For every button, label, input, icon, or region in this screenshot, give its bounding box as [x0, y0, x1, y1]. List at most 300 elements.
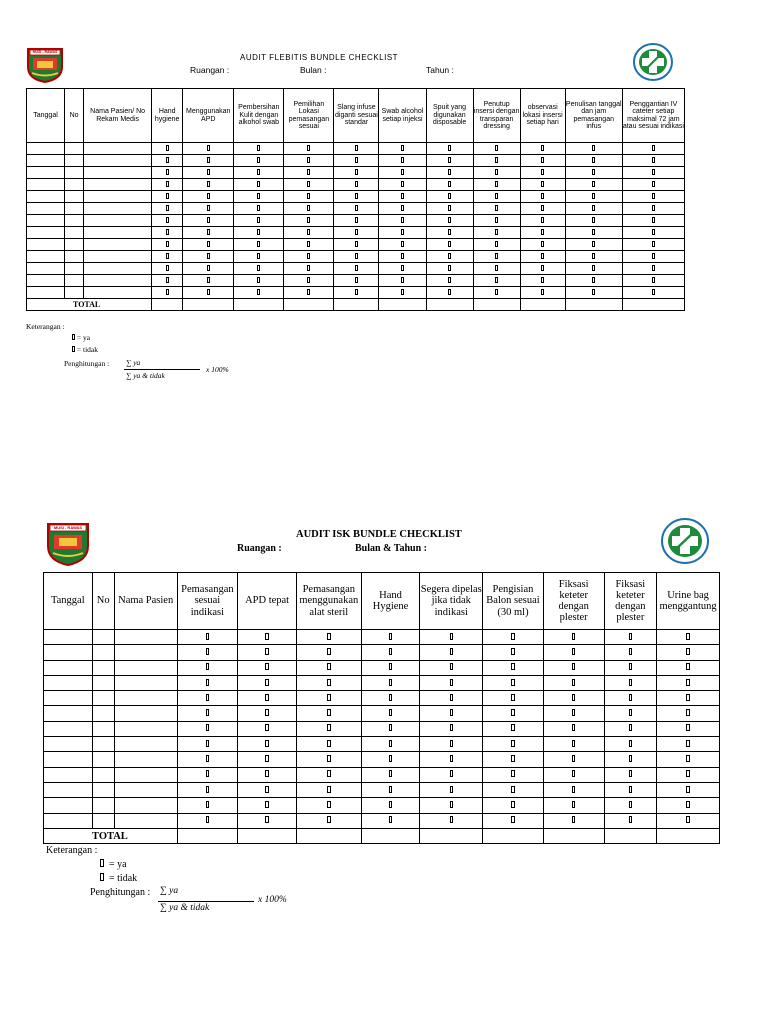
- isk-table-cell[interactable]: [44, 691, 93, 706]
- flebitis-table-cell[interactable]: [84, 179, 152, 191]
- isk-table-cell[interactable]: [361, 691, 420, 706]
- flebitis-table-cell[interactable]: [284, 203, 334, 215]
- flebitis-table-cell[interactable]: [234, 239, 284, 251]
- flebitis-table-cell[interactable]: [183, 155, 234, 167]
- flebitis-table-cell[interactable]: [426, 227, 473, 239]
- isk-table-cell[interactable]: [543, 813, 604, 828]
- isk-table-cell[interactable]: [483, 767, 544, 782]
- isk-table-cell[interactable]: [238, 737, 297, 752]
- isk-table-cell[interactable]: [483, 798, 544, 813]
- flebitis-table-cell[interactable]: [520, 155, 565, 167]
- flebitis-table-cell[interactable]: [27, 227, 65, 239]
- flebitis-table-cell[interactable]: [234, 191, 284, 203]
- flebitis-table-cell[interactable]: [565, 275, 622, 287]
- flebitis-table-cell[interactable]: [379, 227, 426, 239]
- flebitis-total-cell[interactable]: [520, 299, 565, 311]
- flebitis-table-cell[interactable]: [334, 263, 379, 275]
- flebitis-table-cell[interactable]: [565, 191, 622, 203]
- flebitis-table-cell[interactable]: [520, 227, 565, 239]
- isk-table-cell[interactable]: [420, 813, 483, 828]
- isk-table-cell[interactable]: [361, 737, 420, 752]
- flebitis-table-cell[interactable]: [379, 263, 426, 275]
- flebitis-table-cell[interactable]: [65, 239, 84, 251]
- isk-table-cell[interactable]: [657, 691, 720, 706]
- flebitis-table-cell[interactable]: [622, 167, 684, 179]
- isk-table-cell[interactable]: [177, 706, 238, 721]
- flebitis-table-cell[interactable]: [65, 227, 84, 239]
- isk-table-cell[interactable]: [92, 706, 114, 721]
- isk-table-cell[interactable]: [296, 752, 361, 767]
- isk-table-cell[interactable]: [114, 813, 177, 828]
- flebitis-table-cell[interactable]: [565, 251, 622, 263]
- flebitis-table-cell[interactable]: [473, 155, 520, 167]
- isk-table-cell[interactable]: [543, 691, 604, 706]
- flebitis-table-cell[interactable]: [426, 263, 473, 275]
- isk-table-cell[interactable]: [604, 752, 657, 767]
- flebitis-table-cell[interactable]: [152, 167, 183, 179]
- flebitis-table-cell[interactable]: [234, 167, 284, 179]
- flebitis-table-cell[interactable]: [565, 263, 622, 275]
- isk-table-cell[interactable]: [296, 782, 361, 797]
- isk-table-cell[interactable]: [238, 721, 297, 736]
- isk-total-cell[interactable]: [238, 828, 297, 843]
- flebitis-table-cell[interactable]: [152, 143, 183, 155]
- flebitis-table-cell[interactable]: [84, 155, 152, 167]
- flebitis-table-cell[interactable]: [65, 287, 84, 299]
- flebitis-table-cell[interactable]: [622, 203, 684, 215]
- isk-table-cell[interactable]: [657, 630, 720, 645]
- isk-table-cell[interactable]: [238, 675, 297, 690]
- flebitis-table-cell[interactable]: [426, 179, 473, 191]
- isk-table-cell[interactable]: [483, 630, 544, 645]
- isk-table-cell[interactable]: [177, 721, 238, 736]
- isk-table-cell[interactable]: [44, 737, 93, 752]
- isk-table-cell[interactable]: [657, 721, 720, 736]
- flebitis-table-cell[interactable]: [520, 203, 565, 215]
- flebitis-table-cell[interactable]: [565, 215, 622, 227]
- isk-table-cell[interactable]: [483, 752, 544, 767]
- flebitis-table-cell[interactable]: [234, 275, 284, 287]
- flebitis-table-cell[interactable]: [284, 227, 334, 239]
- isk-table-cell[interactable]: [296, 691, 361, 706]
- isk-table-cell[interactable]: [483, 691, 544, 706]
- isk-total-cell[interactable]: [604, 828, 657, 843]
- flebitis-table-cell[interactable]: [379, 179, 426, 191]
- isk-table-cell[interactable]: [420, 660, 483, 675]
- isk-table-cell[interactable]: [114, 660, 177, 675]
- flebitis-table-cell[interactable]: [183, 215, 234, 227]
- flebitis-table-cell[interactable]: [284, 179, 334, 191]
- flebitis-table-cell[interactable]: [379, 215, 426, 227]
- flebitis-table-cell[interactable]: [183, 191, 234, 203]
- flebitis-table-cell[interactable]: [183, 203, 234, 215]
- flebitis-table-cell[interactable]: [84, 287, 152, 299]
- flebitis-table-cell[interactable]: [379, 239, 426, 251]
- isk-table-cell[interactable]: [604, 813, 657, 828]
- isk-table-cell[interactable]: [92, 645, 114, 660]
- flebitis-table-cell[interactable]: [622, 215, 684, 227]
- flebitis-total-cell[interactable]: [183, 299, 234, 311]
- flebitis-table-cell[interactable]: [473, 275, 520, 287]
- flebitis-table-cell[interactable]: [284, 275, 334, 287]
- isk-table-cell[interactable]: [114, 767, 177, 782]
- flebitis-table-cell[interactable]: [379, 143, 426, 155]
- flebitis-table-cell[interactable]: [622, 287, 684, 299]
- isk-total-cell[interactable]: [543, 828, 604, 843]
- isk-table-cell[interactable]: [114, 782, 177, 797]
- flebitis-table-cell[interactable]: [65, 155, 84, 167]
- isk-table-cell[interactable]: [420, 706, 483, 721]
- isk-table-cell[interactable]: [420, 675, 483, 690]
- isk-table-cell[interactable]: [657, 645, 720, 660]
- flebitis-table-cell[interactable]: [234, 215, 284, 227]
- isk-table-cell[interactable]: [543, 782, 604, 797]
- isk-table-cell[interactable]: [44, 782, 93, 797]
- isk-table-cell[interactable]: [657, 675, 720, 690]
- isk-table-cell[interactable]: [604, 782, 657, 797]
- isk-table-cell[interactable]: [543, 645, 604, 660]
- flebitis-table-cell[interactable]: [27, 251, 65, 263]
- isk-table-cell[interactable]: [483, 660, 544, 675]
- flebitis-table-cell[interactable]: [234, 263, 284, 275]
- isk-table-cell[interactable]: [604, 675, 657, 690]
- flebitis-table-cell[interactable]: [27, 203, 65, 215]
- flebitis-table-cell[interactable]: [152, 275, 183, 287]
- isk-table-cell[interactable]: [604, 630, 657, 645]
- flebitis-table-cell[interactable]: [565, 155, 622, 167]
- isk-table-cell[interactable]: [604, 721, 657, 736]
- flebitis-table-cell[interactable]: [27, 167, 65, 179]
- isk-table-cell[interactable]: [238, 782, 297, 797]
- flebitis-table-cell[interactable]: [520, 275, 565, 287]
- flebitis-table-cell[interactable]: [520, 263, 565, 275]
- flebitis-table-cell[interactable]: [520, 179, 565, 191]
- flebitis-total-cell[interactable]: [426, 299, 473, 311]
- isk-table-cell[interactable]: [604, 767, 657, 782]
- isk-table-cell[interactable]: [177, 675, 238, 690]
- isk-table-cell[interactable]: [92, 737, 114, 752]
- isk-table-cell[interactable]: [114, 721, 177, 736]
- isk-table-cell[interactable]: [238, 706, 297, 721]
- isk-table-cell[interactable]: [238, 660, 297, 675]
- flebitis-table-cell[interactable]: [565, 179, 622, 191]
- isk-table-cell[interactable]: [296, 660, 361, 675]
- isk-table-cell[interactable]: [420, 737, 483, 752]
- flebitis-table-cell[interactable]: [473, 239, 520, 251]
- flebitis-table-cell[interactable]: [520, 191, 565, 203]
- flebitis-table-cell[interactable]: [622, 275, 684, 287]
- flebitis-table-cell[interactable]: [152, 251, 183, 263]
- isk-table-cell[interactable]: [92, 630, 114, 645]
- flebitis-table-cell[interactable]: [334, 191, 379, 203]
- isk-table-cell[interactable]: [420, 767, 483, 782]
- flebitis-table-cell[interactable]: [426, 287, 473, 299]
- flebitis-table-cell[interactable]: [334, 251, 379, 263]
- isk-table-cell[interactable]: [420, 645, 483, 660]
- flebitis-table-cell[interactable]: [152, 239, 183, 251]
- isk-table-cell[interactable]: [543, 706, 604, 721]
- isk-table-cell[interactable]: [177, 767, 238, 782]
- flebitis-table-cell[interactable]: [183, 287, 234, 299]
- flebitis-total-cell[interactable]: [473, 299, 520, 311]
- flebitis-table-cell[interactable]: [379, 155, 426, 167]
- isk-table-cell[interactable]: [483, 813, 544, 828]
- isk-table-cell[interactable]: [657, 737, 720, 752]
- isk-table-cell[interactable]: [92, 767, 114, 782]
- isk-table-cell[interactable]: [238, 767, 297, 782]
- flebitis-table-cell[interactable]: [473, 287, 520, 299]
- flebitis-table-cell[interactable]: [473, 179, 520, 191]
- isk-table-cell[interactable]: [114, 798, 177, 813]
- isk-table-cell[interactable]: [296, 767, 361, 782]
- flebitis-table-cell[interactable]: [520, 287, 565, 299]
- flebitis-table-cell[interactable]: [27, 143, 65, 155]
- flebitis-table-cell[interactable]: [379, 203, 426, 215]
- flebitis-table-cell[interactable]: [284, 287, 334, 299]
- isk-table-cell[interactable]: [361, 798, 420, 813]
- isk-table-cell[interactable]: [92, 721, 114, 736]
- flebitis-table-cell[interactable]: [334, 203, 379, 215]
- isk-table-cell[interactable]: [420, 630, 483, 645]
- flebitis-table-cell[interactable]: [234, 287, 284, 299]
- isk-table-cell[interactable]: [238, 813, 297, 828]
- flebitis-table-cell[interactable]: [152, 155, 183, 167]
- flebitis-table-cell[interactable]: [473, 263, 520, 275]
- isk-table-cell[interactable]: [361, 706, 420, 721]
- isk-table-cell[interactable]: [657, 660, 720, 675]
- flebitis-table-cell[interactable]: [27, 179, 65, 191]
- flebitis-table-cell[interactable]: [334, 275, 379, 287]
- flebitis-table-cell[interactable]: [284, 143, 334, 155]
- flebitis-table-cell[interactable]: [426, 143, 473, 155]
- flebitis-total-cell[interactable]: [284, 299, 334, 311]
- isk-table-cell[interactable]: [657, 798, 720, 813]
- flebitis-table-cell[interactable]: [234, 155, 284, 167]
- flebitis-table-cell[interactable]: [565, 287, 622, 299]
- flebitis-total-cell[interactable]: [152, 299, 183, 311]
- flebitis-table-cell[interactable]: [334, 215, 379, 227]
- flebitis-table-cell[interactable]: [520, 251, 565, 263]
- flebitis-table-cell[interactable]: [65, 191, 84, 203]
- flebitis-table-cell[interactable]: [65, 167, 84, 179]
- flebitis-table-cell[interactable]: [183, 275, 234, 287]
- isk-total-cell[interactable]: [420, 828, 483, 843]
- flebitis-table-cell[interactable]: [284, 251, 334, 263]
- isk-table-cell[interactable]: [604, 737, 657, 752]
- flebitis-table-cell[interactable]: [27, 215, 65, 227]
- isk-table-cell[interactable]: [657, 706, 720, 721]
- flebitis-table-cell[interactable]: [152, 215, 183, 227]
- flebitis-table-cell[interactable]: [426, 167, 473, 179]
- isk-table-cell[interactable]: [604, 645, 657, 660]
- isk-table-cell[interactable]: [483, 675, 544, 690]
- flebitis-total-cell[interactable]: [622, 299, 684, 311]
- flebitis-table-cell[interactable]: [473, 251, 520, 263]
- flebitis-table-cell[interactable]: [334, 239, 379, 251]
- flebitis-table-cell[interactable]: [152, 179, 183, 191]
- flebitis-table-cell[interactable]: [473, 167, 520, 179]
- flebitis-total-cell[interactable]: [565, 299, 622, 311]
- flebitis-table-cell[interactable]: [379, 287, 426, 299]
- flebitis-table-cell[interactable]: [65, 179, 84, 191]
- flebitis-table-cell[interactable]: [27, 191, 65, 203]
- flebitis-table-cell[interactable]: [622, 179, 684, 191]
- flebitis-table-cell[interactable]: [152, 191, 183, 203]
- flebitis-table-cell[interactable]: [334, 155, 379, 167]
- isk-total-cell[interactable]: [177, 828, 238, 843]
- isk-table-cell[interactable]: [92, 798, 114, 813]
- isk-table-cell[interactable]: [543, 798, 604, 813]
- flebitis-table-cell[interactable]: [65, 263, 84, 275]
- flebitis-table-cell[interactable]: [622, 227, 684, 239]
- flebitis-table-cell[interactable]: [152, 287, 183, 299]
- flebitis-table-cell[interactable]: [473, 143, 520, 155]
- flebitis-table-cell[interactable]: [284, 263, 334, 275]
- isk-table-cell[interactable]: [177, 782, 238, 797]
- flebitis-table-cell[interactable]: [284, 191, 334, 203]
- flebitis-table-cell[interactable]: [234, 179, 284, 191]
- flebitis-table-cell[interactable]: [84, 143, 152, 155]
- flebitis-table-cell[interactable]: [152, 227, 183, 239]
- isk-table-cell[interactable]: [361, 813, 420, 828]
- isk-table-cell[interactable]: [657, 752, 720, 767]
- isk-table-cell[interactable]: [296, 675, 361, 690]
- isk-table-cell[interactable]: [361, 645, 420, 660]
- isk-table-cell[interactable]: [114, 645, 177, 660]
- flebitis-table-cell[interactable]: [473, 191, 520, 203]
- isk-table-cell[interactable]: [114, 752, 177, 767]
- isk-table-cell[interactable]: [92, 675, 114, 690]
- flebitis-table-cell[interactable]: [234, 227, 284, 239]
- flebitis-table-cell[interactable]: [183, 143, 234, 155]
- isk-table-cell[interactable]: [483, 782, 544, 797]
- flebitis-table-cell[interactable]: [284, 155, 334, 167]
- flebitis-table-cell[interactable]: [27, 155, 65, 167]
- isk-table-cell[interactable]: [177, 737, 238, 752]
- isk-table-cell[interactable]: [44, 767, 93, 782]
- flebitis-table-cell[interactable]: [565, 203, 622, 215]
- isk-table-cell[interactable]: [92, 660, 114, 675]
- isk-table-cell[interactable]: [114, 737, 177, 752]
- flebitis-table-cell[interactable]: [334, 143, 379, 155]
- flebitis-table-cell[interactable]: [379, 167, 426, 179]
- isk-table-cell[interactable]: [657, 767, 720, 782]
- isk-table-cell[interactable]: [543, 721, 604, 736]
- flebitis-table-cell[interactable]: [65, 251, 84, 263]
- flebitis-table-cell[interactable]: [379, 191, 426, 203]
- flebitis-total-cell[interactable]: [379, 299, 426, 311]
- isk-total-cell[interactable]: [361, 828, 420, 843]
- isk-table-cell[interactable]: [177, 691, 238, 706]
- flebitis-table-cell[interactable]: [84, 251, 152, 263]
- isk-table-cell[interactable]: [296, 737, 361, 752]
- isk-table-cell[interactable]: [177, 752, 238, 767]
- flebitis-table-cell[interactable]: [520, 239, 565, 251]
- flebitis-table-cell[interactable]: [334, 167, 379, 179]
- isk-table-cell[interactable]: [420, 798, 483, 813]
- flebitis-table-cell[interactable]: [473, 227, 520, 239]
- flebitis-table-cell[interactable]: [622, 263, 684, 275]
- isk-table-cell[interactable]: [238, 752, 297, 767]
- isk-total-cell[interactable]: [296, 828, 361, 843]
- isk-table-cell[interactable]: [543, 675, 604, 690]
- flebitis-table-cell[interactable]: [84, 167, 152, 179]
- isk-table-cell[interactable]: [238, 645, 297, 660]
- flebitis-table-cell[interactable]: [84, 203, 152, 215]
- flebitis-table-cell[interactable]: [334, 227, 379, 239]
- isk-table-cell[interactable]: [604, 706, 657, 721]
- isk-table-cell[interactable]: [114, 675, 177, 690]
- flebitis-table-cell[interactable]: [84, 263, 152, 275]
- isk-total-cell[interactable]: [483, 828, 544, 843]
- flebitis-table-cell[interactable]: [622, 143, 684, 155]
- flebitis-table-cell[interactable]: [183, 251, 234, 263]
- flebitis-table-cell[interactable]: [622, 191, 684, 203]
- flebitis-total-cell[interactable]: [234, 299, 284, 311]
- isk-table-cell[interactable]: [296, 645, 361, 660]
- isk-table-cell[interactable]: [44, 675, 93, 690]
- isk-table-cell[interactable]: [604, 798, 657, 813]
- isk-table-cell[interactable]: [361, 630, 420, 645]
- isk-table-cell[interactable]: [238, 630, 297, 645]
- flebitis-table-cell[interactable]: [379, 275, 426, 287]
- isk-table-cell[interactable]: [543, 737, 604, 752]
- flebitis-table-cell[interactable]: [84, 275, 152, 287]
- isk-table-cell[interactable]: [44, 660, 93, 675]
- isk-table-cell[interactable]: [543, 660, 604, 675]
- isk-table-cell[interactable]: [92, 782, 114, 797]
- flebitis-table-cell[interactable]: [284, 239, 334, 251]
- isk-table-cell[interactable]: [177, 798, 238, 813]
- isk-table-cell[interactable]: [543, 752, 604, 767]
- isk-table-cell[interactable]: [543, 767, 604, 782]
- flebitis-table-cell[interactable]: [84, 215, 152, 227]
- flebitis-table-cell[interactable]: [284, 167, 334, 179]
- flebitis-table-cell[interactable]: [183, 263, 234, 275]
- isk-table-cell[interactable]: [177, 645, 238, 660]
- isk-table-cell[interactable]: [44, 706, 93, 721]
- isk-table-cell[interactable]: [238, 691, 297, 706]
- isk-table-cell[interactable]: [92, 752, 114, 767]
- flebitis-table-cell[interactable]: [622, 251, 684, 263]
- flebitis-table-cell[interactable]: [426, 155, 473, 167]
- flebitis-table-cell[interactable]: [426, 191, 473, 203]
- isk-table-cell[interactable]: [483, 721, 544, 736]
- flebitis-table-cell[interactable]: [152, 263, 183, 275]
- flebitis-total-cell[interactable]: [334, 299, 379, 311]
- isk-table-cell[interactable]: [92, 813, 114, 828]
- isk-table-cell[interactable]: [420, 691, 483, 706]
- isk-table-cell[interactable]: [420, 721, 483, 736]
- flebitis-table-cell[interactable]: [183, 239, 234, 251]
- isk-table-cell[interactable]: [177, 630, 238, 645]
- isk-table-cell[interactable]: [420, 752, 483, 767]
- flebitis-table-cell[interactable]: [234, 251, 284, 263]
- flebitis-table-cell[interactable]: [520, 215, 565, 227]
- flebitis-table-cell[interactable]: [65, 143, 84, 155]
- isk-table-cell[interactable]: [44, 721, 93, 736]
- isk-table-cell[interactable]: [177, 813, 238, 828]
- isk-table-cell[interactable]: [44, 798, 93, 813]
- isk-table-cell[interactable]: [483, 737, 544, 752]
- isk-table-cell[interactable]: [296, 813, 361, 828]
- flebitis-table-cell[interactable]: [84, 239, 152, 251]
- isk-table-cell[interactable]: [44, 645, 93, 660]
- flebitis-table-cell[interactable]: [473, 215, 520, 227]
- flebitis-table-cell[interactable]: [65, 275, 84, 287]
- flebitis-table-cell[interactable]: [622, 239, 684, 251]
- flebitis-table-cell[interactable]: [284, 215, 334, 227]
